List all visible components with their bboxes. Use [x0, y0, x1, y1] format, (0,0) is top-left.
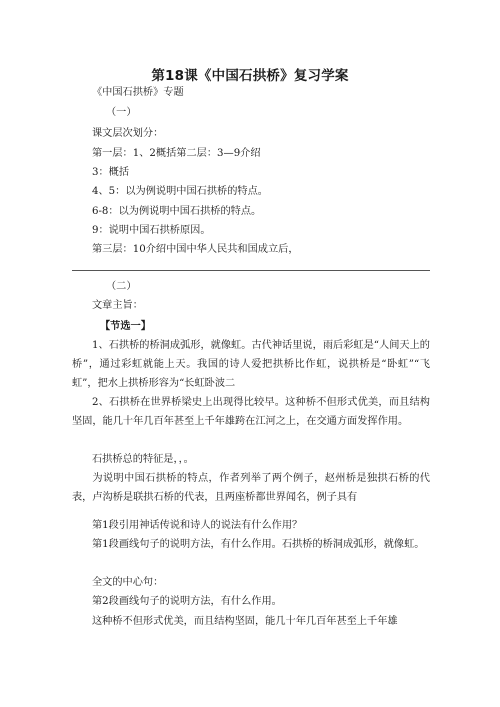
outline-line: 课文层次划分： — [92, 128, 164, 139]
outline-line: 第三层：10介绍中国中华人民共和国成立后， — [92, 244, 299, 255]
feature-fill-line: 石拱桥总的特征是，，。 — [92, 454, 194, 465]
question-line: 第2段画线句子的说明方法，有什么作用。 — [92, 596, 282, 607]
outline-line: 4、5：以为例说明中国石拱桥的特点。 — [92, 186, 268, 197]
examples-paragraph: 为说明中国石拱桥的特点，作者列举了两个例子，赵州桥是独拱石桥的代表，卢沟桥是联拱石桥的代表，且两座桥都世界闻名，例子具有 — [72, 473, 430, 503]
outline-line: 6-8：以为例说明中国石拱桥的特点。 — [92, 206, 262, 217]
section-one-heading: （一） — [106, 107, 137, 118]
theme-label: 文章主旨： — [92, 300, 143, 311]
question-line: 第1段引用神话传说和诗人的说法有什么作用？ — [92, 520, 303, 531]
document-title: 第18课《中国石拱桥》复习学案 — [151, 68, 349, 84]
question-line: 第1段画线句子的说明方法，有什么作用。石拱桥的桥洞成弧形，就像虹。 — [92, 539, 425, 550]
outline-line: 3：概括 — [92, 167, 130, 178]
question-line: 全文的中心句： — [92, 577, 164, 588]
outline-line: 9：说明中国石拱桥原因。 — [92, 225, 211, 236]
question-line: 这种桥不但形式优美，而且结构坚固，能几十年几百年甚至上千年雄 — [92, 616, 398, 627]
excerpt-paragraph: 2、石拱桥在世界桥梁史上出现得比较早。这种桥不但形式优美，而且结构坚固，能几十年几百年甚至上千年雄跨在江河之上，在交通方面发挥作用。 — [72, 397, 430, 427]
subtitle: 《中国石拱桥》专题 — [92, 87, 184, 98]
excerpt-paragraph: 1、石拱桥的桥洞成弧形，就像虹。古代神话里说，雨后彩虹是“人间天上的桥”，通过彩虹就能上天。我国的诗人爱把拱桥比作虹，说拱桥是“卧虹”“飞虹”，把水上拱桥形容为“长虹卧波二 — [72, 340, 430, 389]
section-divider — [72, 270, 430, 271]
section-two-heading: （二） — [106, 281, 137, 292]
excerpt-label: 【节选一】 — [100, 320, 151, 332]
outline-line: 第一层：1、2概括第二层：3—9介绍 — [92, 148, 261, 159]
